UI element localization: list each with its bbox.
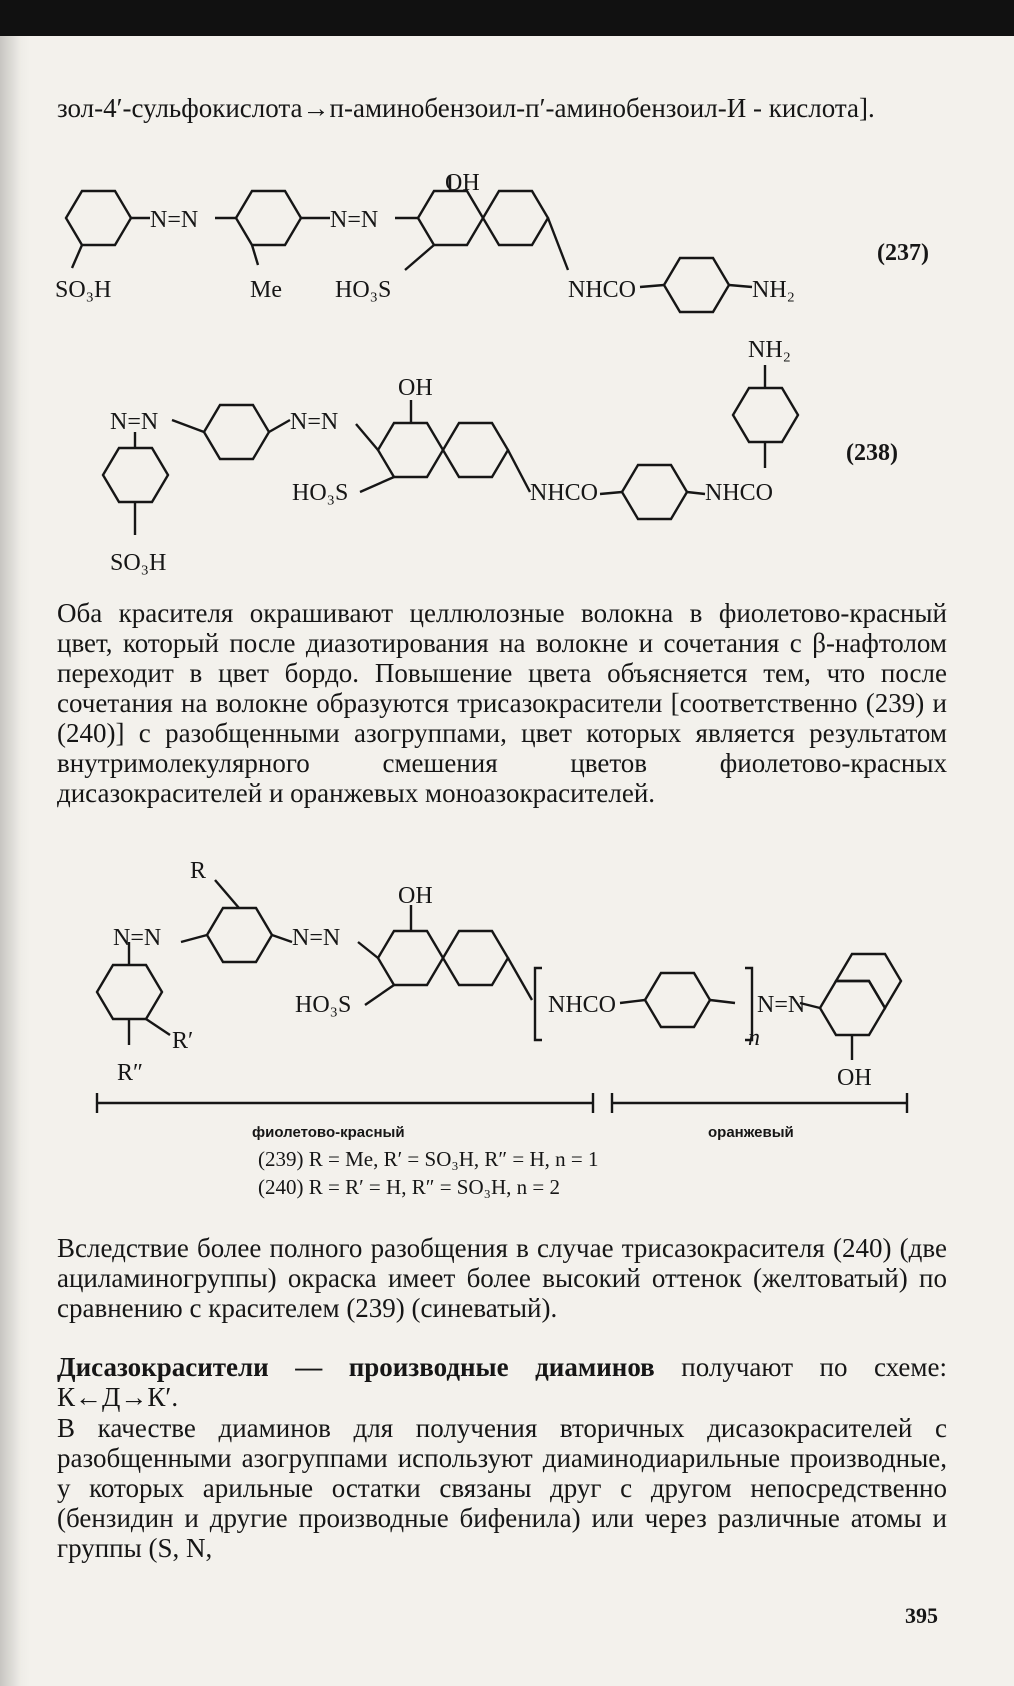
nhco-label: NHCO	[568, 277, 637, 303]
ho3s-label: HO₃S	[295, 992, 352, 1018]
nhco-label: NHCO	[548, 992, 617, 1018]
substituents-239: (239) R = Me, R′ = SO₃H, R″ = H, n = 1	[258, 1147, 599, 1171]
page-number: 395	[905, 1603, 938, 1628]
nhco-label: NHCO	[530, 480, 599, 506]
so3h-label: SO₃H	[110, 550, 167, 576]
n-subscript: n	[748, 1025, 760, 1051]
paragraph-4: В качестве диаминов для получения вторичных дисазокрасителей с разобщенными азогруппами используют диаминодиарильные производные, у которых арильные остатки связаны друг с другом непосредственно (бензидин и другие производные бифенила) или через различные атомы и группы (S, N,	[57, 1413, 947, 1563]
compound-237-label: (237)	[877, 240, 929, 266]
paragraph-1: Оба красителя окрашивают целлюлозные волокна в фиолетово-красный цвет, который после диазотирования на волокне и сочетания с β-нафтолом переходит в цвет бордо. Повышение цвета объясняется тем, что после сочетания на волокне образуются трисазокрасители [соответственно (239) и (240)] с разобщенными азогруппами, цвет которых является результатом внутримолекулярного смешения цветов фиолетово-красных дисазокрасителей и оранжевых моноазокрасителей.	[57, 598, 947, 808]
oh-label: OH	[445, 170, 480, 196]
oh-label: OH	[398, 375, 433, 401]
compound-238-label: (238)	[846, 440, 898, 466]
nh2-label: NH₂	[752, 277, 796, 303]
oh-label: OH	[837, 1065, 872, 1091]
oh-label: OH	[398, 883, 433, 909]
paragraph-3-bold: Дисазокрасители — производные диаминов	[57, 1352, 655, 1382]
ho3s-label: HO₃S	[292, 480, 349, 506]
azo-label: N=N	[330, 207, 379, 233]
substituents-240: (240) R = R′ = H, R″ = SO₃H, n = 2	[258, 1175, 560, 1199]
paragraph-2: Вследствие более полного разобщения в случае трисазокрасителя (240) (две ациламиногруппы) окраска имеет более высокий оттенок (желтоватый) по сравнению с красителем (239) (синеватый).	[57, 1233, 947, 1323]
paragraph-3	[57, 1352, 947, 1412]
ho3s-label: HO₃S	[335, 277, 392, 303]
legend-orange: оранжевый	[708, 1124, 794, 1141]
azo-label: N=N	[290, 409, 339, 435]
legend-violet: фиолетово-красный	[252, 1124, 405, 1141]
so3h-label: SO₃H	[55, 277, 112, 303]
azo-label: N=N	[757, 992, 806, 1018]
r-label: R	[190, 858, 207, 884]
nh2-label: NH₂	[748, 337, 792, 363]
azo-label: N=N	[292, 925, 341, 951]
r1-label: R′	[172, 1028, 194, 1054]
me-label: Me	[250, 277, 282, 303]
azo-label: N=N	[150, 207, 199, 233]
header-text: зол-4′-сульфокислота→п-аминобензоил-п′-аминобензоил-И - кислота].	[57, 93, 875, 123]
azo-label: N=N	[110, 409, 159, 435]
azo-label: N=N	[113, 925, 162, 951]
r2-label: R″	[117, 1060, 144, 1086]
paragraph-3-rest: получают по схеме: К←Д→К′.	[57, 1352, 947, 1412]
nhco-label: NHCO	[705, 480, 774, 506]
